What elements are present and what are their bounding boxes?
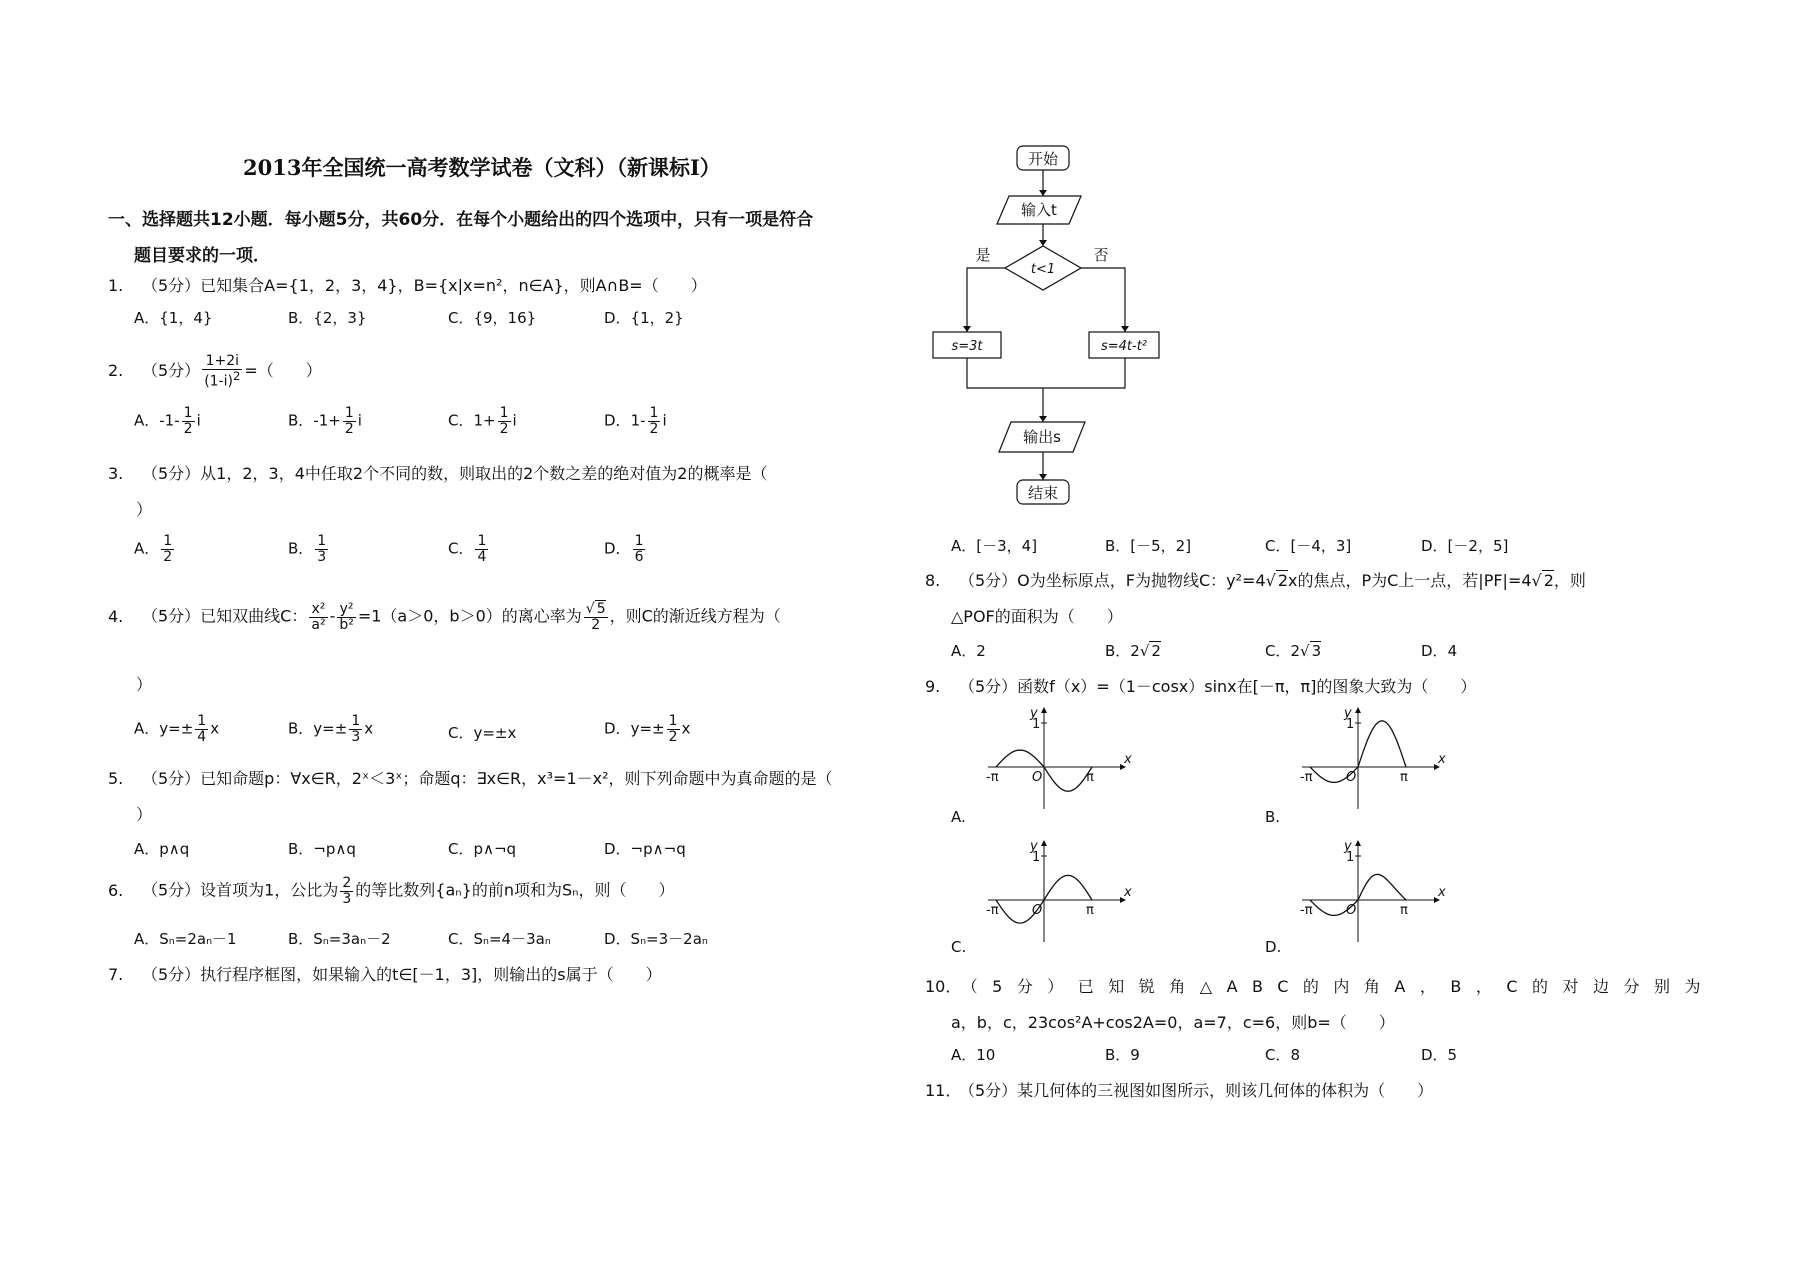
option-post: x	[210, 719, 220, 738]
fraction-denominator: 2	[591, 616, 601, 633]
question-8: 8. （5分）O为坐标原点，F为抛物线C：y²=4√ 2x的焦点，P为C上一点，若|PF|=4√ 2，则	[925, 571, 1586, 590]
option-label: D．	[604, 411, 631, 430]
arrowhead	[1039, 240, 1047, 246]
option-b: B．{2，3}	[288, 309, 367, 327]
option-d: D．[－2，5]	[1421, 537, 1509, 555]
x-axis-label: x	[1124, 885, 1132, 900]
option-c: C．[－4，3]	[1265, 537, 1352, 555]
section-heading-line1: 一、选择题共12小题．每小题5分，共60分．在每个小题给出的四个选项中，只有一项是符合	[108, 210, 814, 230]
pi-label: π	[1086, 903, 1094, 918]
fraction-numerator: 1	[499, 405, 509, 421]
x-axis-label: x	[1438, 885, 1446, 900]
question-4: 4. （5分）已知双曲线C： $\frac{\text{x²}}{\text{a²}}$ - $\frac{\text{y²}}{\text{b²}}$ =1（a＞0，b＞0）的离心率为 $\frac{√ 5}{2}$ ，则C的渐近线方程为（	[108, 601, 781, 633]
graph-option-d-label: D.	[1265, 938, 1282, 956]
graph-option-c	[980, 838, 1130, 948]
flowchart-yes-branch	[967, 268, 1005, 332]
arrowhead	[1039, 190, 1047, 196]
fraction	[475, 534, 488, 564]
option-b: B．2√ 2	[1105, 642, 1161, 660]
fraction-denominator: a²	[311, 616, 326, 633]
question-8-continuation: △POF的面积为（ ）	[951, 607, 1123, 626]
option-c	[448, 406, 517, 436]
y-axis-label: y	[1030, 839, 1038, 854]
question-stem: （5分）执行程序框图，如果输入的t∈[－1，3]，则输出的s属于（ ）	[142, 965, 662, 984]
option-a: A．[－3，4]	[951, 537, 1038, 555]
question-number: 11．	[925, 1081, 962, 1100]
radicand: 3	[1311, 642, 1322, 660]
option-label: A．	[134, 539, 160, 558]
question-5	[108, 766, 833, 789]
fraction	[667, 714, 680, 744]
graph-option-a	[980, 705, 1130, 815]
option-b: B．9	[1105, 1046, 1140, 1064]
option-b: B．Sₙ=3aₙ－2	[288, 930, 391, 948]
option-post: x	[681, 719, 691, 738]
option-c: C．2√ 3	[1265, 642, 1322, 660]
fraction-denominator: b²	[339, 616, 354, 633]
flowchart-end-label: 结束	[1027, 484, 1059, 502]
option-d: D．{1，2}	[604, 309, 684, 327]
graph-option-b-label: B.	[1265, 808, 1281, 826]
question-2	[108, 354, 322, 389]
question-stem: （5分）已知命题p：∀x∈R，2ˣ＜3ˣ；命题q：∃x∈R，x³=1－x²，则下列命题中为真命题的是（	[142, 769, 833, 788]
fraction-denominator: (1-i)	[204, 373, 233, 390]
origin-label: O	[1346, 903, 1357, 918]
graph-option-a-label: A.	[951, 808, 966, 826]
fraction	[340, 876, 353, 906]
fraction-denominator: 4	[477, 548, 487, 565]
option-a: A．Sₙ=2aₙ－1	[134, 930, 237, 948]
option-post: i	[512, 411, 517, 430]
fraction-numerator: 1	[477, 533, 487, 549]
question-stem-pre: （5分）	[142, 361, 201, 381]
option-pre: y=±x	[473, 724, 517, 742]
option-a	[134, 714, 219, 744]
radicand: 2	[1151, 642, 1161, 660]
fraction	[315, 534, 328, 564]
option-label: C．	[448, 411, 474, 430]
origin-label: O	[1346, 770, 1357, 785]
option-a: A．10	[951, 1046, 996, 1064]
option-value: 2	[976, 642, 986, 660]
option-a	[134, 406, 201, 436]
option-d	[1421, 640, 1457, 661]
flowchart-output-label: 输出s	[1023, 428, 1061, 446]
question-4-continuation: ）	[136, 675, 153, 694]
question-stem-post: 的等比数列{aₙ}的前n项和为Sₙ，则（ ）	[355, 880, 675, 900]
option-label: D．	[1421, 642, 1448, 660]
option-label: C．	[1265, 642, 1291, 660]
option-c: C．{9，16}	[448, 309, 537, 327]
fraction-denominator: 2	[183, 420, 193, 437]
option-pre: 1+	[473, 411, 496, 430]
option-label: B．	[288, 719, 314, 738]
option-pre: y=±	[630, 719, 665, 738]
arrowhead	[963, 326, 971, 332]
origin-label: O	[1032, 903, 1043, 918]
graph-option-b	[1294, 705, 1444, 815]
option-value: 2	[1290, 642, 1301, 660]
option-value: 2	[1130, 642, 1140, 660]
question-stem-part: x的焦点，P为C上一点，若|PF|=4	[1288, 571, 1532, 590]
question-stem: （5分）从1，2，3，4中任取2个不同的数，则取出的2个数之差的绝对值为2的概率是（	[142, 464, 768, 483]
fraction-denominator: 2	[649, 420, 659, 437]
option-label: A．	[134, 719, 160, 738]
option-pre: 1-	[630, 411, 646, 430]
pi-label: π	[1086, 770, 1094, 785]
option-pre: -1+	[313, 411, 341, 430]
fraction	[202, 354, 242, 389]
arrowhead	[1039, 474, 1047, 480]
exponent: 2	[232, 368, 241, 383]
y-axis-label: y	[1344, 839, 1352, 854]
question-number: 5.	[108, 769, 124, 788]
option-a	[951, 640, 986, 661]
question-number: 2.	[108, 361, 124, 381]
option-b	[288, 534, 330, 564]
radicand: 2	[1543, 571, 1554, 590]
option-pre: -1-	[159, 411, 180, 430]
y-axis-arrow	[1355, 840, 1361, 846]
neg-pi-label: -π	[986, 770, 999, 785]
neg-pi-label: -π	[1300, 903, 1313, 918]
origin-label: O	[1032, 770, 1043, 785]
y-tick-label: 1	[1032, 850, 1041, 865]
option-a	[134, 534, 176, 564]
fraction	[161, 534, 174, 564]
fraction-numerator: x²	[309, 602, 327, 618]
option-pre: y=±	[159, 719, 194, 738]
y-axis-label: y	[1030, 706, 1038, 721]
option-post: x	[364, 719, 374, 738]
question-7	[108, 962, 662, 985]
option-d: D．¬p∧¬q	[604, 840, 686, 858]
flowchart-right-label: s=4t-t²	[1100, 339, 1148, 354]
section-heading-line2: 题目要求的一项．	[134, 246, 270, 266]
y-tick-label: 1	[1346, 717, 1355, 732]
y-tick-label: 1	[1032, 717, 1041, 732]
question-stem-post: ，则C的渐近线方程为（	[609, 606, 781, 626]
radicand: 2	[1277, 571, 1289, 590]
radicand: 5	[596, 601, 606, 617]
question-10	[925, 974, 1715, 997]
question-10-continuation: a，b，c，23cos²A+cos2A=0，a=7，c=6，则b=（ ）	[951, 1013, 1395, 1032]
page-title: 2013年全国统一高考数学试卷（文科）（新课标Ⅰ）	[243, 155, 721, 180]
y-axis-label: y	[1344, 706, 1352, 721]
option-value: 4	[1447, 642, 1458, 660]
arrowhead	[1121, 326, 1129, 332]
fraction	[349, 714, 362, 744]
question-number: 6.	[108, 880, 124, 900]
question-stem: （5分）函数f（x）=（1－cosx）sinx在[－π，π]的图象大致为（ ）	[959, 677, 1477, 696]
fraction-numerator: y²	[337, 602, 356, 618]
option-label: B．	[288, 539, 314, 558]
fraction-denominator: 2	[668, 728, 678, 745]
flowchart-left-label: s=3t	[951, 339, 983, 354]
option-d	[604, 534, 647, 564]
fraction	[633, 534, 646, 564]
flowchart-no-label: 否	[1093, 246, 1109, 264]
question-6	[108, 876, 675, 906]
option-label: D．	[604, 539, 631, 558]
y-axis-arrow	[1041, 707, 1047, 713]
y-tick-label: 1	[1346, 850, 1355, 865]
fraction-numerator: 1	[649, 405, 659, 421]
option-d: D．Sₙ=3－2aₙ	[604, 930, 708, 948]
question-11	[925, 1078, 1433, 1101]
fraction	[337, 602, 356, 632]
fraction	[182, 406, 195, 436]
option-b	[288, 714, 373, 744]
question-stem-part: ，则	[1553, 571, 1586, 590]
question-stem: （5分）已知锐角△ABC的内角A，B，C的对边分别为	[961, 977, 1715, 996]
x-axis-label: x	[1438, 752, 1446, 767]
pi-label: π	[1400, 903, 1408, 918]
fraction	[195, 714, 208, 744]
question-number: 9.	[925, 677, 941, 696]
option-post: i	[357, 411, 362, 430]
graph-option-d	[1294, 838, 1444, 948]
fraction-denominator: 3	[317, 548, 327, 565]
fraction	[648, 406, 661, 436]
question-number: 3.	[108, 464, 124, 483]
option-a: A．p∧q	[134, 840, 190, 858]
option-label: B．	[1105, 642, 1131, 660]
option-post: i	[196, 411, 201, 430]
option-a: A．{1，4}	[134, 309, 213, 327]
fraction-numerator: 1	[351, 713, 361, 729]
flowchart-merge-line	[967, 358, 1125, 388]
question-stem-part: （5分）O为坐标原点，F为抛物线C：y²=4	[959, 571, 1266, 590]
fraction-numerator: 1	[668, 713, 678, 729]
fraction-numerator: 1	[317, 533, 327, 549]
question-9	[925, 674, 1476, 697]
question-3	[108, 461, 767, 484]
option-c	[448, 534, 490, 564]
option-b	[288, 406, 362, 436]
option-label: A．	[134, 411, 160, 430]
option-b: B．¬p∧q	[288, 840, 356, 858]
option-post: i	[662, 411, 667, 430]
option-label: B．	[288, 411, 314, 430]
arrowhead	[1039, 416, 1047, 422]
fraction	[498, 406, 511, 436]
fraction-numerator: 2	[342, 875, 352, 891]
question-number: 8.	[925, 571, 941, 590]
fraction-numerator: 1	[197, 713, 207, 729]
x-axis-label: x	[1124, 752, 1132, 767]
option-c: C．Sₙ=4－3aₙ	[448, 930, 551, 948]
option-d	[604, 406, 667, 436]
fraction-denominator: 3	[342, 890, 352, 907]
question-number: 10．	[925, 977, 962, 996]
question-stem-pre: （5分）设首项为1，公比为	[142, 880, 339, 900]
question-number: 1.	[108, 276, 124, 295]
option-label: A．	[951, 642, 977, 660]
question-stem-pre: （5分）已知双曲线C：	[142, 606, 308, 626]
question-stem: （5分）已知集合A={1，2，3，4}，B={x|x=n²，n∈A}，则A∩B=（ ）	[142, 276, 707, 295]
option-c: C．8	[1265, 1046, 1301, 1064]
neg-pi-label: -π	[1300, 770, 1313, 785]
option-d: D．5	[1421, 1046, 1458, 1064]
flowchart-condition-label: t<1	[1030, 262, 1056, 277]
question-stem-post: =（ ）	[244, 361, 322, 381]
flowchart-no-branch	[1081, 268, 1125, 332]
fraction-denominator: 6	[634, 548, 644, 565]
fraction	[343, 406, 356, 436]
fraction-denominator: 2	[344, 420, 354, 437]
flowchart-yes-label: 是	[975, 246, 991, 264]
option-b: B．[－5，2]	[1105, 537, 1192, 555]
fraction-denominator: 2	[499, 420, 509, 437]
y-axis-arrow	[1041, 840, 1047, 846]
option-d	[604, 714, 690, 744]
question-number: 4.	[108, 606, 124, 626]
graph-option-c-label: C.	[951, 938, 967, 956]
fraction-numerator: √ 5	[585, 601, 606, 617]
fraction-numerator: 1+2i	[202, 354, 242, 370]
y-axis-arrow	[1355, 707, 1361, 713]
question-number: 7.	[108, 965, 124, 984]
fraction-numerator: 1	[163, 533, 173, 549]
option-c: C．p∧¬q	[448, 840, 517, 858]
option-label: D．	[604, 719, 631, 738]
fraction	[309, 602, 327, 632]
fraction-denominator: 4	[197, 728, 207, 745]
fraction	[584, 602, 608, 632]
question-1	[108, 273, 707, 296]
question-5-continuation: ）	[136, 805, 153, 824]
program-flowchart	[925, 140, 1148, 520]
section-heading	[108, 202, 908, 274]
fraction-denominator: 2	[163, 548, 173, 565]
option-pre: y=±	[313, 719, 348, 738]
flowchart-input-label: 输入t	[1021, 201, 1057, 219]
fraction-numerator: 1	[634, 533, 644, 549]
question-3-continuation: ）	[136, 500, 153, 519]
question-stem: （5分）某几何体的三视图如图所示，则该几何体的体积为（ ）	[959, 1081, 1434, 1100]
pi-label: π	[1400, 770, 1408, 785]
option-label: C．	[448, 539, 474, 558]
neg-pi-label: -π	[986, 903, 999, 918]
flowchart-start-label: 开始	[1027, 150, 1059, 168]
fraction-numerator: 1	[183, 405, 193, 421]
option-c	[448, 722, 516, 743]
question-stem-mid: =1（a＞0，b＞0）的离心率为	[357, 606, 582, 626]
fraction-denominator: 3	[351, 728, 361, 745]
fraction-numerator: 1	[344, 405, 354, 421]
option-label: C．	[448, 724, 474, 742]
